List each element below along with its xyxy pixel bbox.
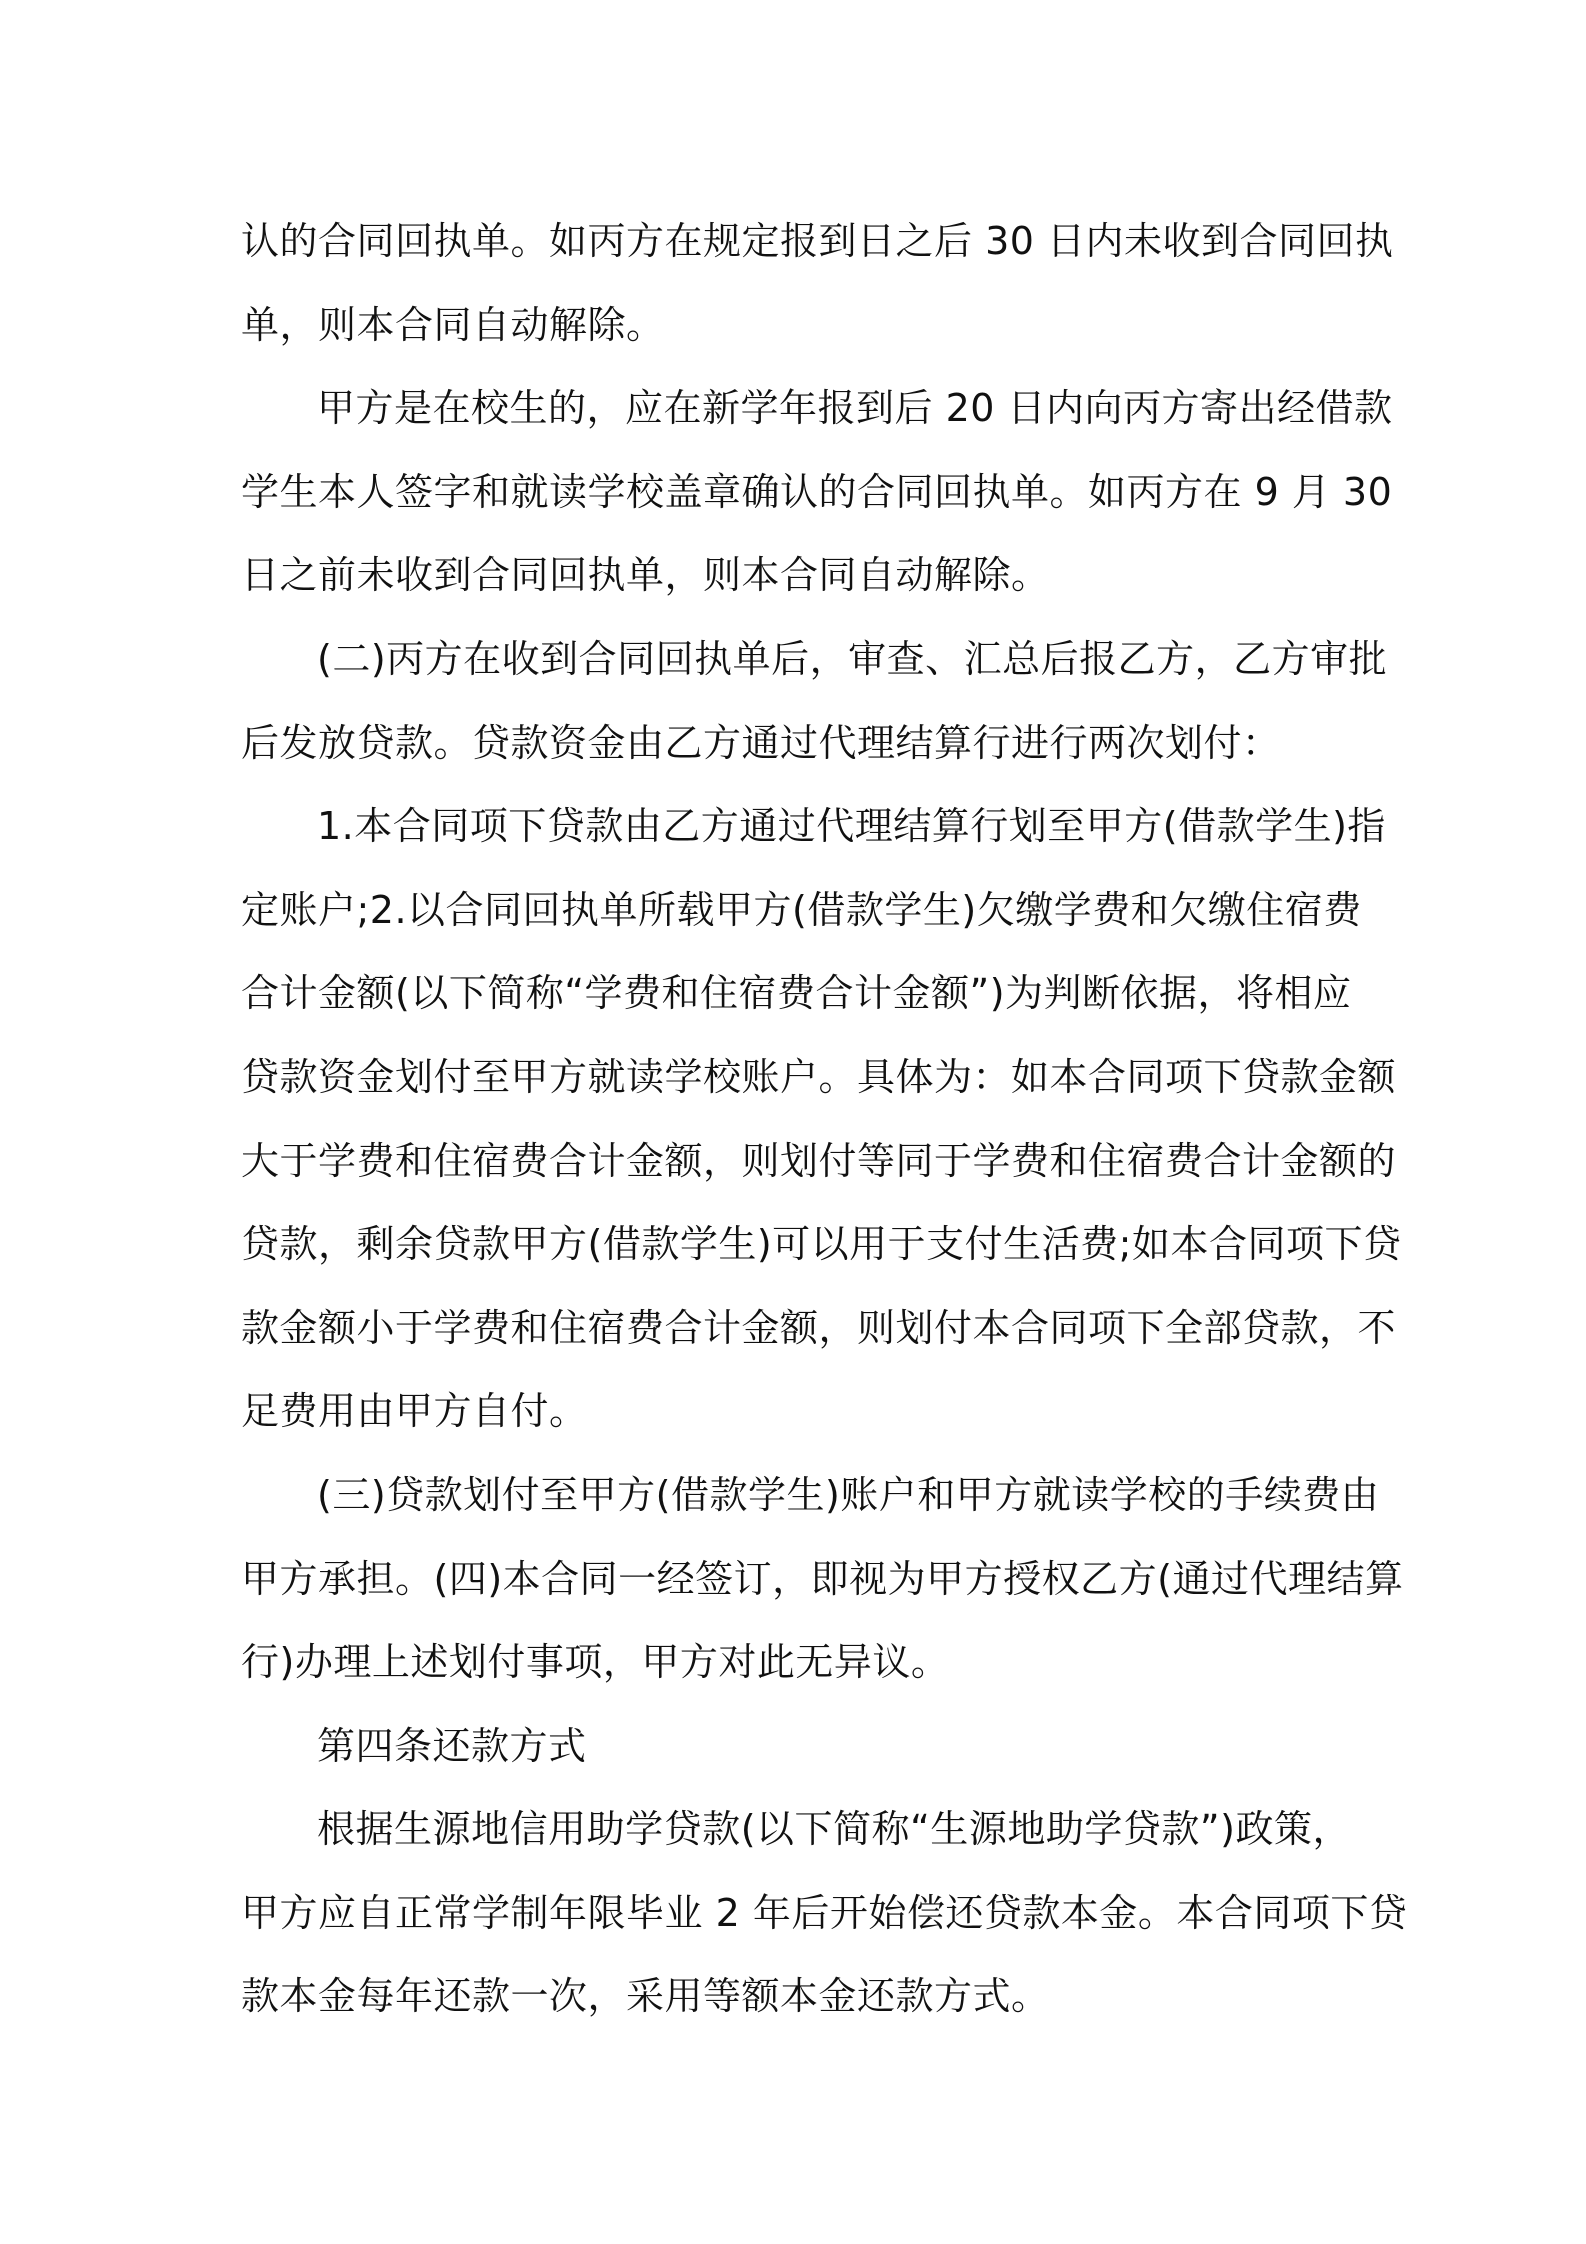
section-heading: 第四条还款方式 [317,1723,587,1768]
text-line: 定账户;2.以合同回执单所载甲方(借款学生)欠缴学费和欠缴住宿费 [241,887,1362,932]
text-line: 大于学费和住宿费合计金额，则划付等同于学费和住宿费合计金额的 [241,1138,1397,1183]
document-page [241,200,1408,2039]
text-line: (三)贷款划付至甲方(借款学生)账户和甲方就读学校的手续费由 [317,1472,1380,1517]
text-line: 合计金额(以下简称“学费和住宿费合计金额”)为判断依据，将相应 [241,971,1352,1016]
text-line: 认的合同回执单。如丙方在规定报到日之后 30 日内未收到合同回执 [241,219,1394,263]
text-line: 根据生源地信用助学贷款(以下简称“生源地助学贷款”)政策， [317,1807,1351,1852]
text-line: (二)丙方在收到合同回执单后，审查、汇总后报乙方，乙方审批 [317,636,1388,681]
text-line: 贷款资金划付至甲方就读学校账户。具体为：如本合同项下贷款金额 [241,1054,1397,1099]
text-line: 足费用由甲方自付。 [241,1389,588,1434]
text-line: 款金额小于学费和住宿费合计金额，则划付本合同项下全部贷款，不 [241,1305,1397,1350]
text-line: 日之前未收到合同回执单，则本合同自动解除。 [241,553,1050,598]
text-line: 甲方是在校生的，应在新学年报到后 20 日内向丙方寄出经借款 [317,386,1393,431]
text-line: 贷款，剩余贷款甲方(借款学生)可以用于支付生活费;如本合同项下贷 [241,1222,1402,1267]
text-line: 款本金每年还款一次，采用等额本金还款方式。 [241,1974,1050,2019]
text-line: 甲方承担。(四)本合同一经签订，即视为甲方授权乙方(通过代理结算 [241,1556,1404,1601]
text-line: 学生本人签字和就读学校盖章确认的合同回执单。如丙方在 9 月 30 [241,469,1393,514]
text-line: 1.本合同项下贷款由乙方通过代理结算行划至甲方(借款学生)指 [317,804,1386,849]
text-line: 行)办理上述划付事项，甲方对此无异议。 [241,1640,950,1685]
text-line: 后发放贷款。贷款资金由乙方通过代理结算行进行两次划付： [241,720,1281,765]
text-line: 单，则本合同自动解除。 [241,302,665,347]
text-line: 甲方应自正常学制年限毕业 2 年后开始偿还贷款本金。本合同项下贷 [241,1890,1408,1935]
